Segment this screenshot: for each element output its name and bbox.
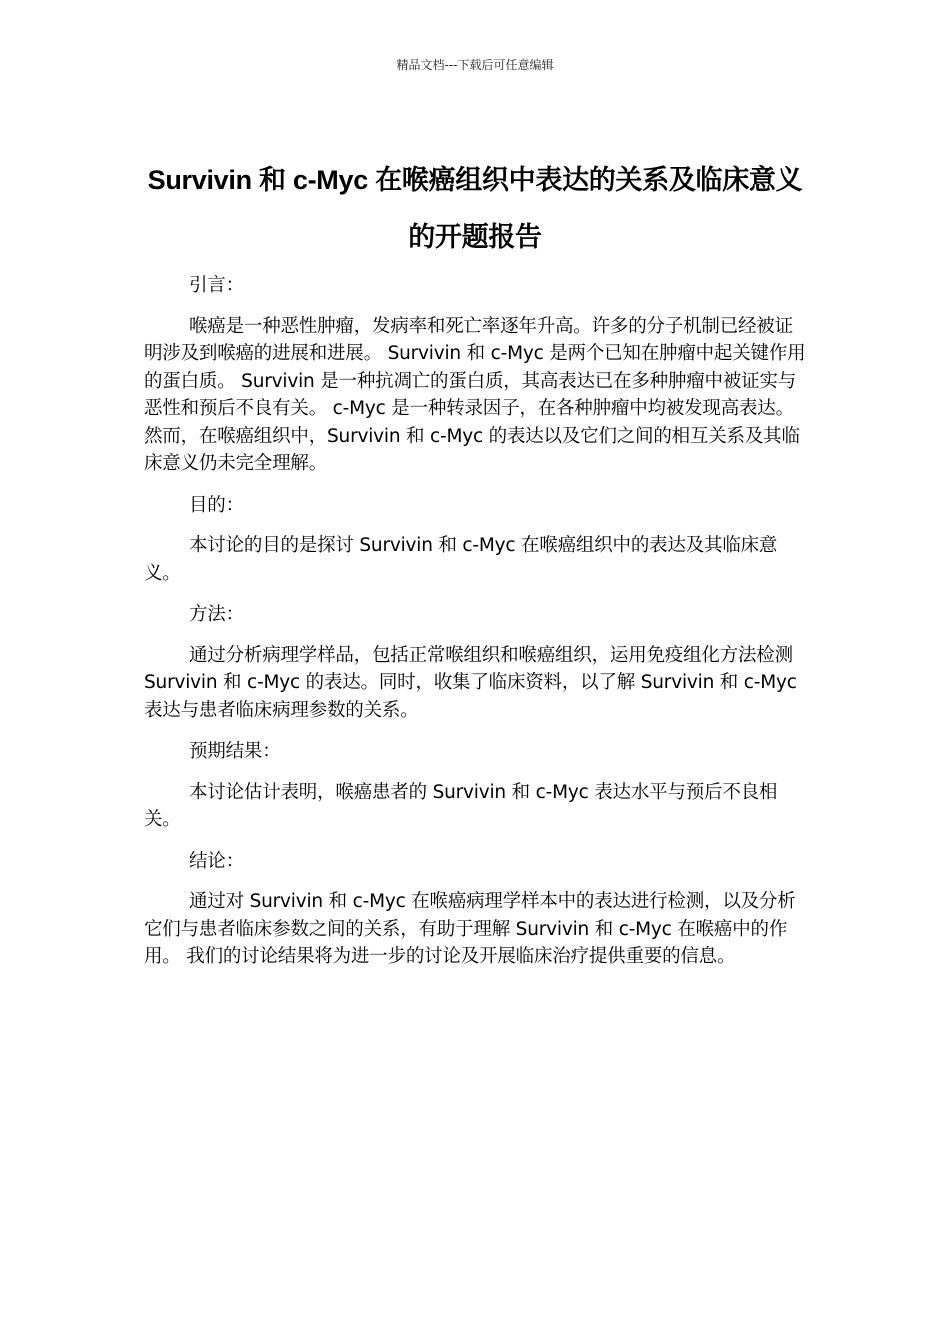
document-body: [144, 272, 808, 985]
section-heading-conclusion: 结论：: [189, 850, 244, 872]
section-heading-objective: 目的：: [189, 494, 244, 516]
page-header: 精品文档---下载后可任意编辑: [396, 58, 554, 72]
section-heading-methods: 方法：: [189, 604, 244, 625]
section-heading-introduction: 引言：: [189, 275, 244, 296]
section-body-introduction: 喉癌是一种恶性肿瘤，发病率和死亡率逐年升高。许多的分子机制已经被证明涉及到喉癌的进展和进展。 Survivin 和 c-Myc 是两个已知在肿瘤中起关键作用的蛋白质。 Survivin 是一种抗凋亡的蛋白质，其高表达已在多种肿瘤中被证实与恶性和预后不良有关。 c-Myc 是一种转录因子，在各种肿瘤中均被发现高表达。 然而，在喉癌组织中，Survivin 和 c-Myc 的表达以及它们之间的相互关系及其临床意义仍未完全理解。: [144, 315, 806, 474]
section-body-expected-results: 本讨论估计表明，喉癌患者的 Survivin 和 c-Myc 表达水平与预后不良相关。: [144, 781, 778, 830]
document-title: Survivin 和 c-Myc 在喉癌组织中表达的关系及临床意义的开题报告: [147, 165, 803, 253]
section-heading-expected-results: 预期结果：: [189, 741, 281, 762]
section-body-methods: 通过分析病理学样品，包括正常喉组织和喉癌组织，运用免疫组化方法检测 Survivin 和 c-Myc 的表达。同时，收集了临床资料，以了解 Survivin 和 c-Myc 表达与患者临床病理参数的关系。: [144, 644, 797, 721]
section-body-objective: 本讨论的目的是探讨 Survivin 和 c-Myc 在喉癌组织中的表达及其临床意义。: [144, 535, 778, 584]
section-body-conclusion: 通过对 Survivin 和 c-Myc 在喉癌病理学样本中的表达进行检测，以及分析它们与患者临床参数之间的关系，有助于理解 Survivin 和 c-Myc 在喉癌中的作用。 我们的讨论结果将为进一步的讨论及开展临床治疗提供重要的信息。: [144, 891, 796, 967]
